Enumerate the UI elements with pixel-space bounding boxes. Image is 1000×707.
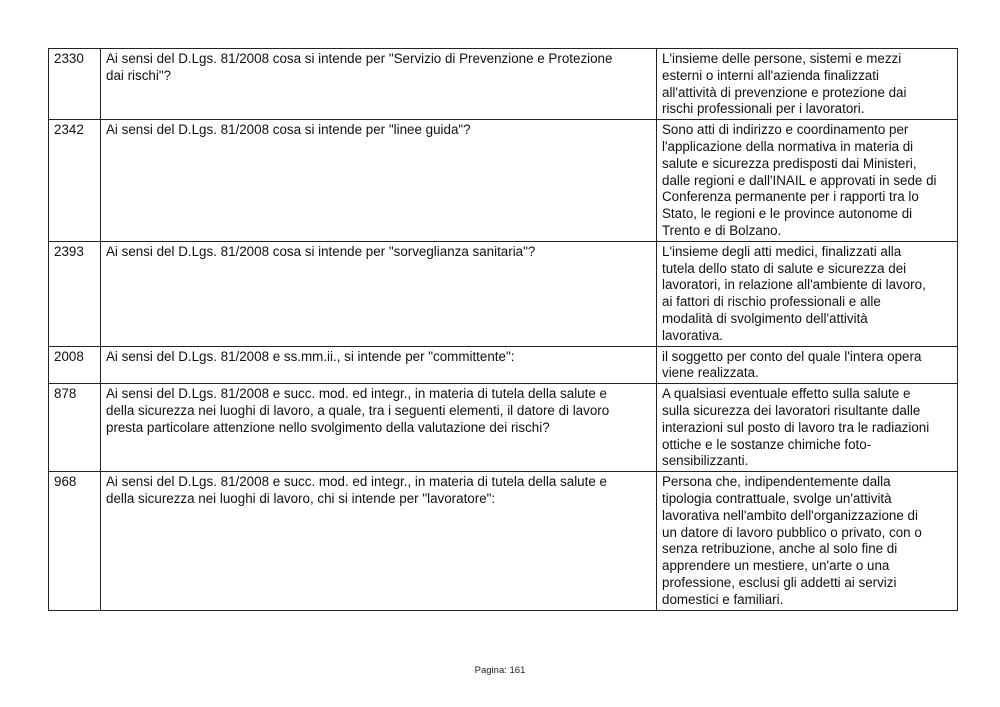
page-number: Pagina: 161 — [474, 665, 526, 676]
question-text: Ai sensi del D.Lgs. 81/2008 e succ. mod. ed integr., in materia di tutela della salute e della sicurezza nei luoghi di lavoro, a quale, tra i seguenti elementi, il datore di lavoro presta particolare attenzione nello svolgimento della valutazione dei rischi? — [101, 384, 657, 472]
question-id: 2342 — [49, 120, 101, 242]
question-id: 2008 — [49, 346, 101, 384]
question-text: Ai sensi del D.Lgs. 81/2008 cosa si intende per "Servizio di Prevenzione e Protezione dai rischi"? — [101, 49, 657, 120]
quiz-table — [48, 48, 958, 611]
table-row — [49, 472, 958, 610]
answer-text: Sono atti di indirizzo e coordinamento per l'applicazione della normativa in materia di salute e sicurezza predisposti dai Ministeri, dalle regioni e dall'INAIL e approvati in sede di Conferenza permanente per i rapporti tra lo Stato, le regioni e le province autonome di Trento e di Bolzano. — [657, 120, 958, 242]
question-id: 968 — [49, 472, 101, 610]
answer-text: il soggetto per conto del quale l'intera opera viene realizzata. — [657, 346, 958, 384]
table-row — [49, 346, 958, 384]
question-id: 2393 — [49, 241, 101, 346]
table-row — [49, 120, 958, 242]
answer-text: L'insieme degli atti medici, finalizzati alla tutela dello stato di salute e sicurezza dei lavoratori, in relazione all'ambiente di lavoro, ai fattori di rischio professionali e alle modalità di svolgimento dell'attività lavorativa. — [657, 241, 958, 346]
question-text: Ai sensi del D.Lgs. 81/2008 e succ. mod. ed integr., in materia di tutela della salute e della sicurezza nei luoghi di lavoro, chi si intende per "lavoratore": — [101, 472, 657, 610]
question-text: Ai sensi del D.Lgs. 81/2008 cosa si intende per "linee guida"? — [101, 120, 657, 242]
table-row — [49, 384, 958, 472]
answer-text: A qualsiasi eventuale effetto sulla salute e sulla sicurezza dei lavoratori risultante dalle interazioni sul posto di lavoro tra le radiazioni ottiche e le sostanze chimiche foto- sensibilizzanti. — [657, 384, 958, 472]
question-text: Ai sensi del D.Lgs. 81/2008 cosa si intende per "sorveglianza sanitaria"? — [101, 241, 657, 346]
answer-text: L'insieme delle persone, sistemi e mezzi esterni o interni all'azienda finalizzati all'attività di prevenzione e protezione dai rischi professionali per i lavoratori. — [657, 49, 958, 120]
answer-text: Persona che, indipendentemente dalla tipologia contrattuale, svolge un'attività lavorativa nell'ambito dell'organizzazione di un datore di lavoro pubblico o privato, con o senza retribuzione, anche al solo fine di apprendere un mestiere, un'arte o una professione, esclusi gli addetti ai servizi domestici e familiari. — [657, 472, 958, 610]
question-id: 878 — [49, 384, 101, 472]
table-row — [49, 241, 958, 346]
question-text: Ai sensi del D.Lgs. 81/2008 e ss.mm.ii., si intende per "committente": — [101, 346, 657, 384]
table-row — [49, 49, 958, 120]
question-id: 2330 — [49, 49, 101, 120]
